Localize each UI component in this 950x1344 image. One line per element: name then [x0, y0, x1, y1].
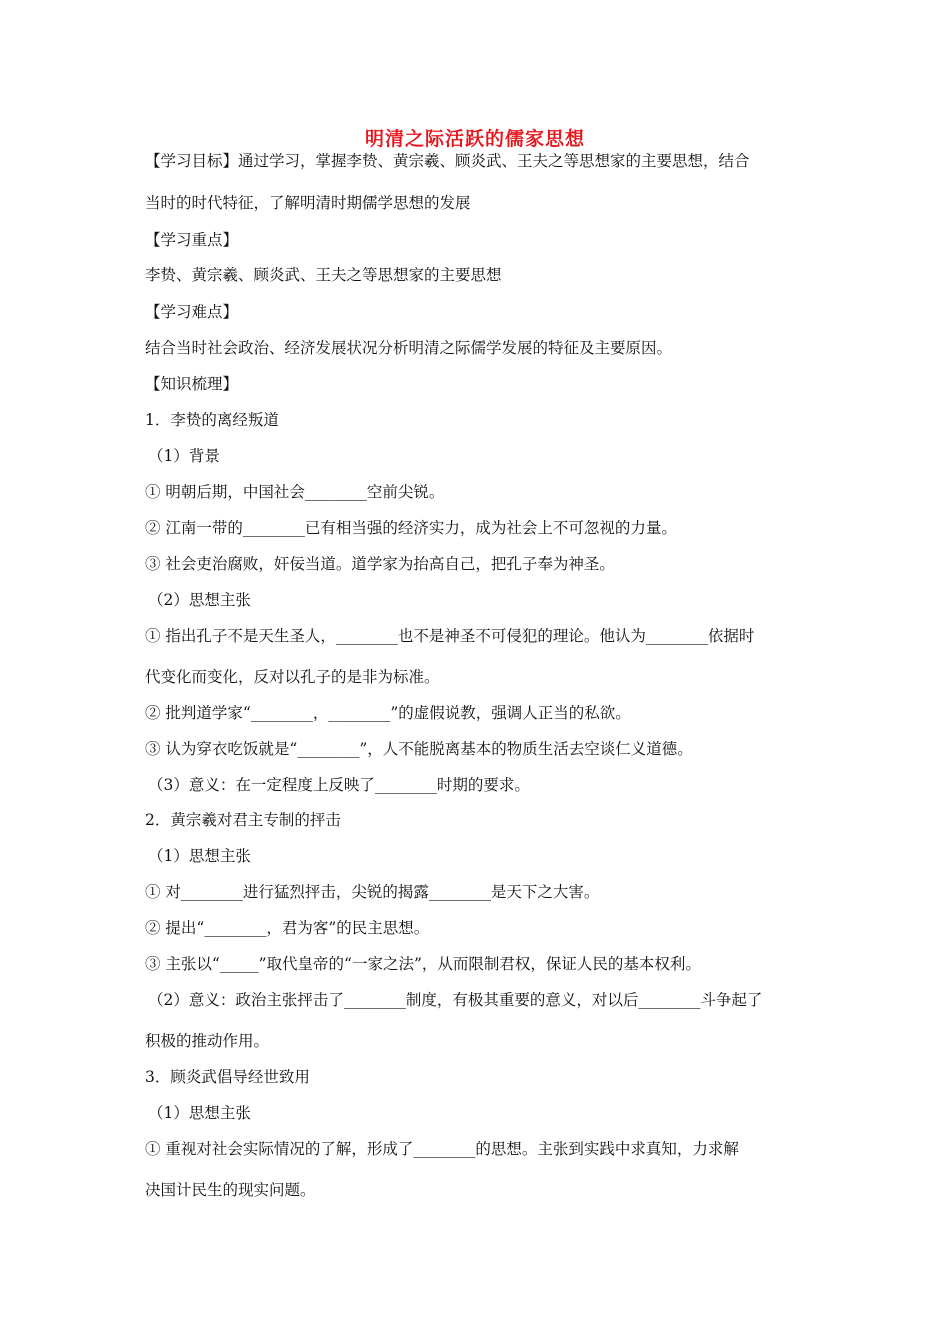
text-line-difficulties: 结合当时社会政治、经济发展状况分析明清之际儒学发展的特征及主要原因。: [145, 339, 673, 357]
subheading-ideas: （2）思想主张: [148, 591, 251, 609]
subheading-ideas: （1）思想主张: [148, 847, 251, 865]
page-title: 明清之际活跃的儒家思想: [364, 128, 585, 150]
subheading-background: （1）背景: [148, 447, 220, 465]
subheading-significance: （3）意义：在一定程度上反映了________时期的要求。: [148, 776, 530, 794]
text-line-key-points: 李贽、黄宗羲、顾炎武、王夫之等思想家的主要思想: [145, 266, 502, 284]
heading-huang-zongxi: 2．黄宗羲对君主专制的抨击: [145, 811, 341, 829]
section-heading-knowledge: 【知识梳理】: [145, 375, 239, 393]
list-item: ① 明朝后期，中国社会________空前尖锐。: [145, 483, 445, 501]
heading-li-zhi: 1．李贽的离经叛道: [145, 411, 279, 429]
list-item: ② 批判道学家“________，________”的虚假说教，强调人正当的私欲。: [145, 704, 631, 722]
subheading-significance: （2）意义：政治主张抨击了________制度，有极其重要的意义，对以后________斗争起了: [148, 991, 763, 1009]
list-item: ② 江南一带的________已有相当强的经济实力，成为社会上不可忽视的力量。: [145, 519, 677, 537]
text-line-continued: 代变化而变化，反对以孔子的是非为标准。: [145, 668, 440, 686]
list-item: ① 对________进行猛烈抨击，尖锐的揭露________是天下之大害。: [145, 883, 600, 901]
section-heading-difficulties: 【学习难点】: [145, 303, 239, 321]
subheading-ideas: （1）思想主张: [148, 1104, 251, 1122]
list-item: ③ 主张以“_____”取代皇帝的“一家之法”，从而限制君权，保证人民的基本权利。: [145, 955, 701, 973]
section-heading-key-points: 【学习重点】: [145, 231, 239, 249]
list-item: ① 指出孔子不是天生圣人，________也不是神圣不可侵犯的理论。他认为________依据时: [145, 627, 755, 645]
list-item: ① 重视对社会实际情况的了解，形成了________的思想。主张到实践中求真知，力求解: [145, 1140, 739, 1158]
text-line-objective-2: 当时的时代特征，了解明清时期儒学思想的发展: [145, 194, 471, 212]
text-line-continued: 积极的推动作用。: [145, 1032, 270, 1050]
list-item: ② 提出“________，君为客”的民主思想。: [145, 919, 430, 937]
list-item: ③ 认为穿衣吃饭就是“________”，人不能脱离基本的物质生活去空谈仁义道德。: [145, 740, 693, 758]
text-line-continued: 决国计民生的现实问题。: [145, 1181, 316, 1199]
heading-gu-yanwu: 3．顾炎武倡导经世致用: [145, 1068, 310, 1086]
list-item: ③ 社会吏治腐败，奸佞当道。道学家为抬高自己，把孔子奉为神圣。: [145, 555, 615, 573]
text-line-objective-1: 【学习目标】通过学习，掌握李贽、黄宗羲、顾炎武、王夫之等思想家的主要思想，结合: [145, 152, 750, 170]
